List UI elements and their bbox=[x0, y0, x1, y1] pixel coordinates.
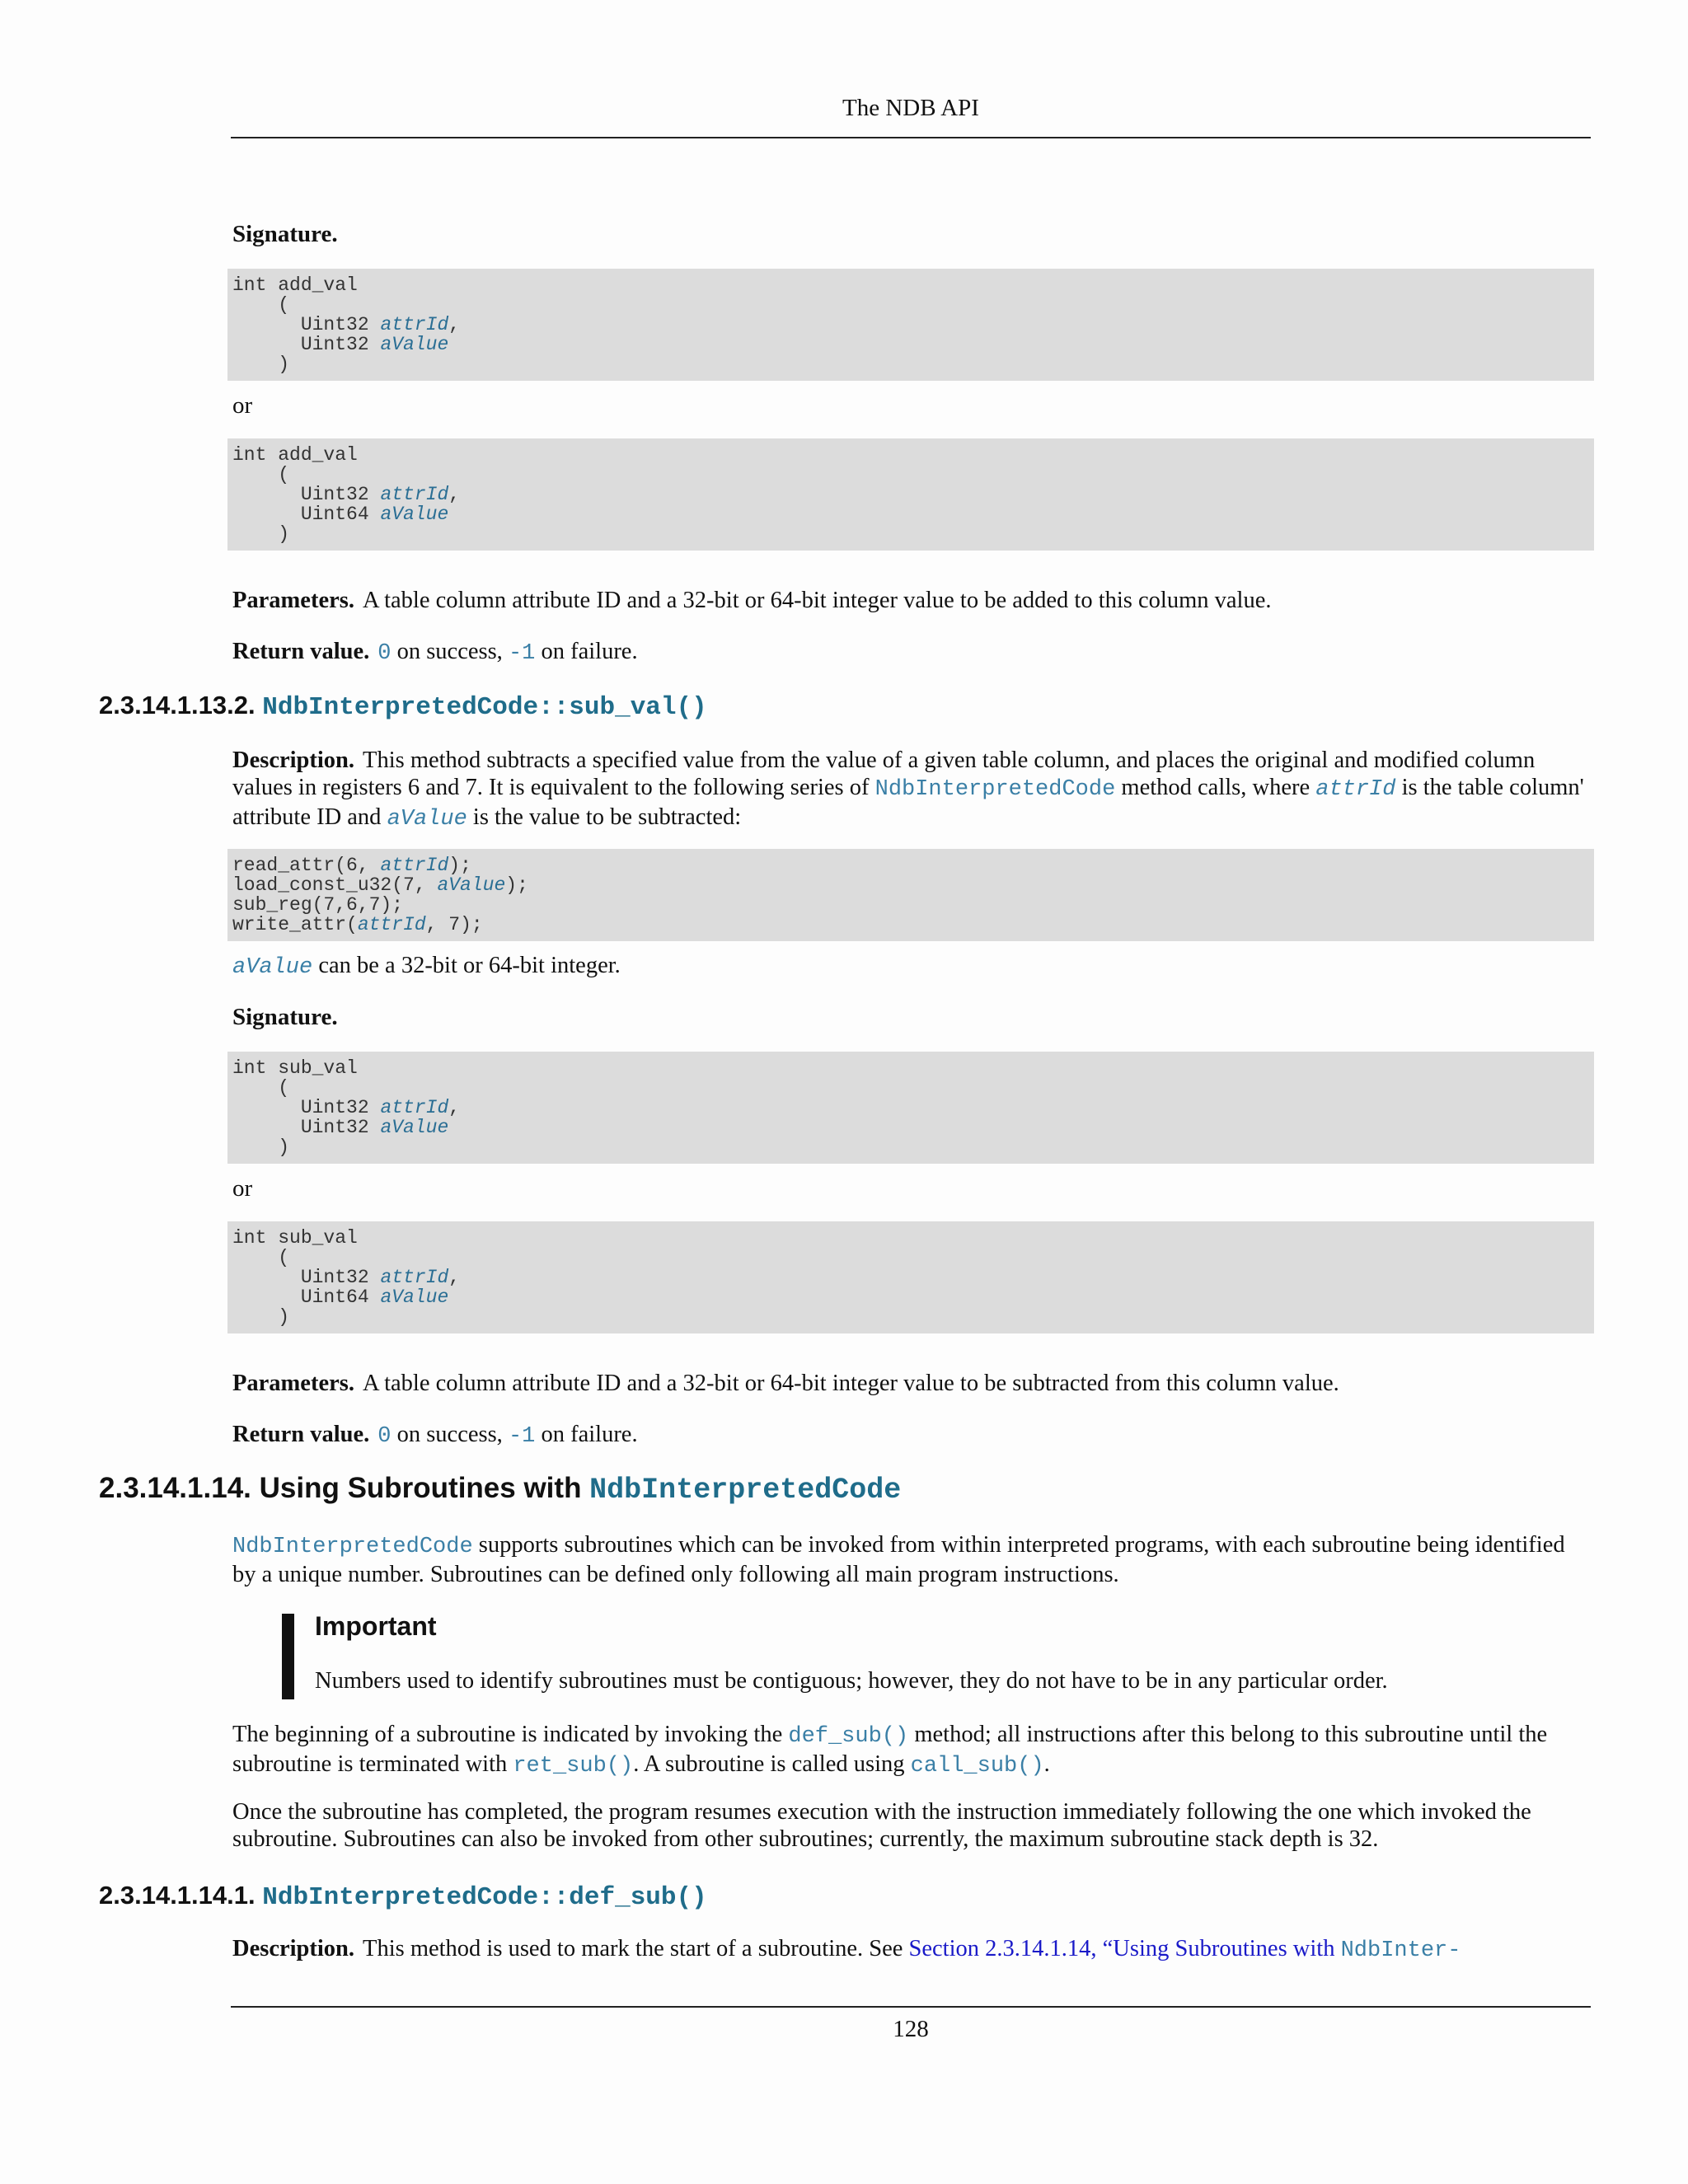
parameters-paragraph bbox=[232, 1370, 1588, 1397]
code-param: aValue bbox=[380, 1117, 449, 1138]
code-line: int sub_val bbox=[232, 1227, 358, 1249]
code-line: Uint32 attrId, bbox=[232, 1097, 461, 1118]
description-paragraph bbox=[232, 1935, 1588, 1965]
description-label: Description. bbox=[232, 748, 355, 773]
parameters-text: A table column attribute ID and a 32-bit or 64-bit integer value to be subtracted from this column value. bbox=[362, 1371, 1339, 1396]
heading-code: NdbInterpretedCode bbox=[589, 1474, 902, 1507]
code-param: attrId bbox=[380, 484, 449, 505]
code-param: aValue bbox=[380, 1286, 449, 1308]
code-line: load_const_u32(7, aValue); bbox=[232, 874, 528, 896]
important-bar bbox=[282, 1614, 294, 1699]
paragraph-text: . A subroutine is called using bbox=[633, 1751, 911, 1777]
header-rule bbox=[231, 137, 1591, 138]
return-label: Return value. bbox=[232, 1422, 370, 1447]
code-line: Uint32 aValue bbox=[232, 334, 449, 355]
code-line: Uint64 aValue bbox=[232, 504, 449, 525]
intro-paragraph bbox=[232, 1531, 1588, 1588]
section-link-code[interactable]: NdbInter- bbox=[1340, 1938, 1461, 1963]
heading-text: Using Subroutines with bbox=[251, 1472, 590, 1504]
return-text: on success, bbox=[391, 1422, 509, 1447]
section-heading bbox=[99, 1881, 707, 1912]
parameters-paragraph bbox=[232, 587, 1588, 614]
class-name: NdbInterpretedCode bbox=[874, 777, 1116, 802]
code-line: Uint32 attrId, bbox=[232, 1267, 461, 1288]
code-line: Uint64 aValue bbox=[232, 1286, 449, 1308]
return-paragraph bbox=[232, 1421, 1588, 1451]
code-param: attrId bbox=[380, 1267, 449, 1288]
code-line: int add_val bbox=[232, 444, 358, 466]
code-param: attrId bbox=[380, 1097, 449, 1118]
code-line: ) bbox=[232, 354, 290, 375]
footer-rule bbox=[231, 2006, 1591, 2008]
code-line: ( bbox=[232, 464, 290, 485]
subroutine-paragraph bbox=[232, 1721, 1588, 1780]
code-line: ( bbox=[232, 1077, 290, 1099]
signature-label: Signature. bbox=[232, 221, 338, 247]
description-label: Description. bbox=[232, 1936, 355, 1961]
def-sub-link[interactable]: def_sub() bbox=[788, 1724, 909, 1749]
section-heading bbox=[99, 1472, 901, 1507]
heading-code: NdbInterpretedCode::def_sub() bbox=[262, 1883, 707, 1912]
description-text: method calls, where bbox=[1115, 775, 1316, 800]
return-zero: 0 bbox=[377, 1424, 392, 1449]
important-title: Important bbox=[315, 1611, 437, 1641]
code-block bbox=[227, 1221, 1594, 1333]
heading-number: 2.3.14.1.13.2. bbox=[99, 691, 256, 719]
return-zero: 0 bbox=[377, 641, 392, 666]
note-text: can be a 32-bit or 64-bit integer. bbox=[312, 953, 621, 978]
code-line: int sub_val bbox=[232, 1057, 358, 1079]
return-text: on failure. bbox=[535, 1422, 638, 1447]
page-number: 128 bbox=[893, 2016, 929, 2042]
description-text: is the value to be subtracted: bbox=[467, 804, 742, 830]
heading-code: NdbInterpretedCode::sub_val() bbox=[262, 693, 707, 722]
paragraph-text: . bbox=[1043, 1751, 1050, 1777]
parameters-label: Parameters. bbox=[232, 588, 354, 613]
section-link[interactable]: Section 2.3.14.1.14, “Using Subroutines with bbox=[908, 1936, 1341, 1961]
important-text: Numbers used to identify subroutines must be contiguous; however, they do not have to be in any particular order. bbox=[315, 1668, 1388, 1694]
code-line: read_attr(6, attrId); bbox=[232, 855, 471, 876]
code-line: ( bbox=[232, 294, 290, 316]
code-line: ) bbox=[232, 1306, 290, 1328]
description-text: This method is used to mark the start of a subroutine. See bbox=[363, 1936, 909, 1961]
code-param: aValue bbox=[380, 334, 449, 355]
code-param: attrId bbox=[357, 914, 426, 935]
code-line: ) bbox=[232, 523, 290, 545]
heading-number: 2.3.14.1.14. bbox=[99, 1472, 251, 1504]
code-param: attrId bbox=[380, 314, 449, 335]
code-line: Uint32 aValue bbox=[232, 1117, 449, 1138]
code-param: aValue bbox=[437, 874, 506, 896]
section-heading bbox=[99, 691, 707, 722]
return-paragraph bbox=[232, 638, 1588, 668]
code-line: sub_reg(7,6,7); bbox=[232, 894, 404, 916]
intro-text: supports subroutines which can be invoked from within interpreted programs, with each subroutine being identified by a unique number. Subroutines can be defined only following all main program instructions. bbox=[232, 1532, 1565, 1587]
or-label: or bbox=[232, 392, 253, 419]
return-neg: -1 bbox=[508, 1424, 536, 1449]
code-line: Uint32 attrId, bbox=[232, 484, 461, 505]
code-line: int add_val bbox=[232, 274, 358, 296]
subroutine-paragraph: Once the subroutine has completed, the program resumes execution with the instruction immediately following the one which invoked the subroutine. Subroutines can also be invoked from other subroutines; currently, the maximum subroutine stack depth is 32. bbox=[232, 1799, 1531, 1852]
code-block bbox=[227, 849, 1594, 941]
call-sub-link[interactable]: call_sub() bbox=[910, 1754, 1044, 1779]
code-block bbox=[227, 438, 1594, 551]
class-name: NdbInterpretedCode bbox=[232, 1535, 473, 1559]
code-param: aValue bbox=[380, 504, 449, 525]
heading-number: 2.3.14.1.14.1. bbox=[99, 1881, 256, 1910]
signature-label: Signature. bbox=[232, 1004, 338, 1030]
return-label: Return value. bbox=[232, 639, 370, 664]
parameters-label: Parameters. bbox=[232, 1371, 354, 1396]
page-header: The NDB API bbox=[842, 95, 979, 121]
description-text: This method subtracts a specified value from the value of a given table column, and places the original and modified column values in registers 6 and 7. It is equivalent to the following series of bbox=[232, 748, 1536, 800]
code-line: ) bbox=[232, 1137, 290, 1158]
description-text: is the table column' attribute ID and bbox=[232, 775, 1584, 830]
parameters-text: A table column attribute ID and a 32-bit or 64-bit integer value to be added to this column value. bbox=[362, 588, 1272, 613]
param-name: aValue bbox=[387, 807, 467, 832]
param-name: aValue bbox=[232, 955, 313, 980]
code-line: write_attr(attrId, 7); bbox=[232, 914, 483, 935]
code-block bbox=[227, 269, 1594, 381]
return-text: on success, bbox=[391, 639, 509, 664]
return-text: on failure. bbox=[535, 639, 638, 664]
code-line: Uint32 attrId, bbox=[232, 314, 461, 335]
ret-sub-link[interactable]: ret_sub() bbox=[513, 1754, 634, 1779]
code-line: ( bbox=[232, 1247, 290, 1268]
paragraph-text: method; all instructions after this belong to this subroutine until the subroutine is terminated with bbox=[232, 1722, 1548, 1777]
or-label: or bbox=[232, 1175, 253, 1202]
paragraph-text: The beginning of a subroutine is indicated by invoking the bbox=[232, 1722, 789, 1747]
note-paragraph bbox=[232, 952, 1588, 982]
description-paragraph bbox=[232, 747, 1588, 833]
code-block bbox=[227, 1052, 1594, 1164]
code-param: attrId bbox=[380, 855, 449, 876]
param-name: attrId bbox=[1315, 777, 1396, 802]
return-neg: -1 bbox=[508, 641, 536, 666]
